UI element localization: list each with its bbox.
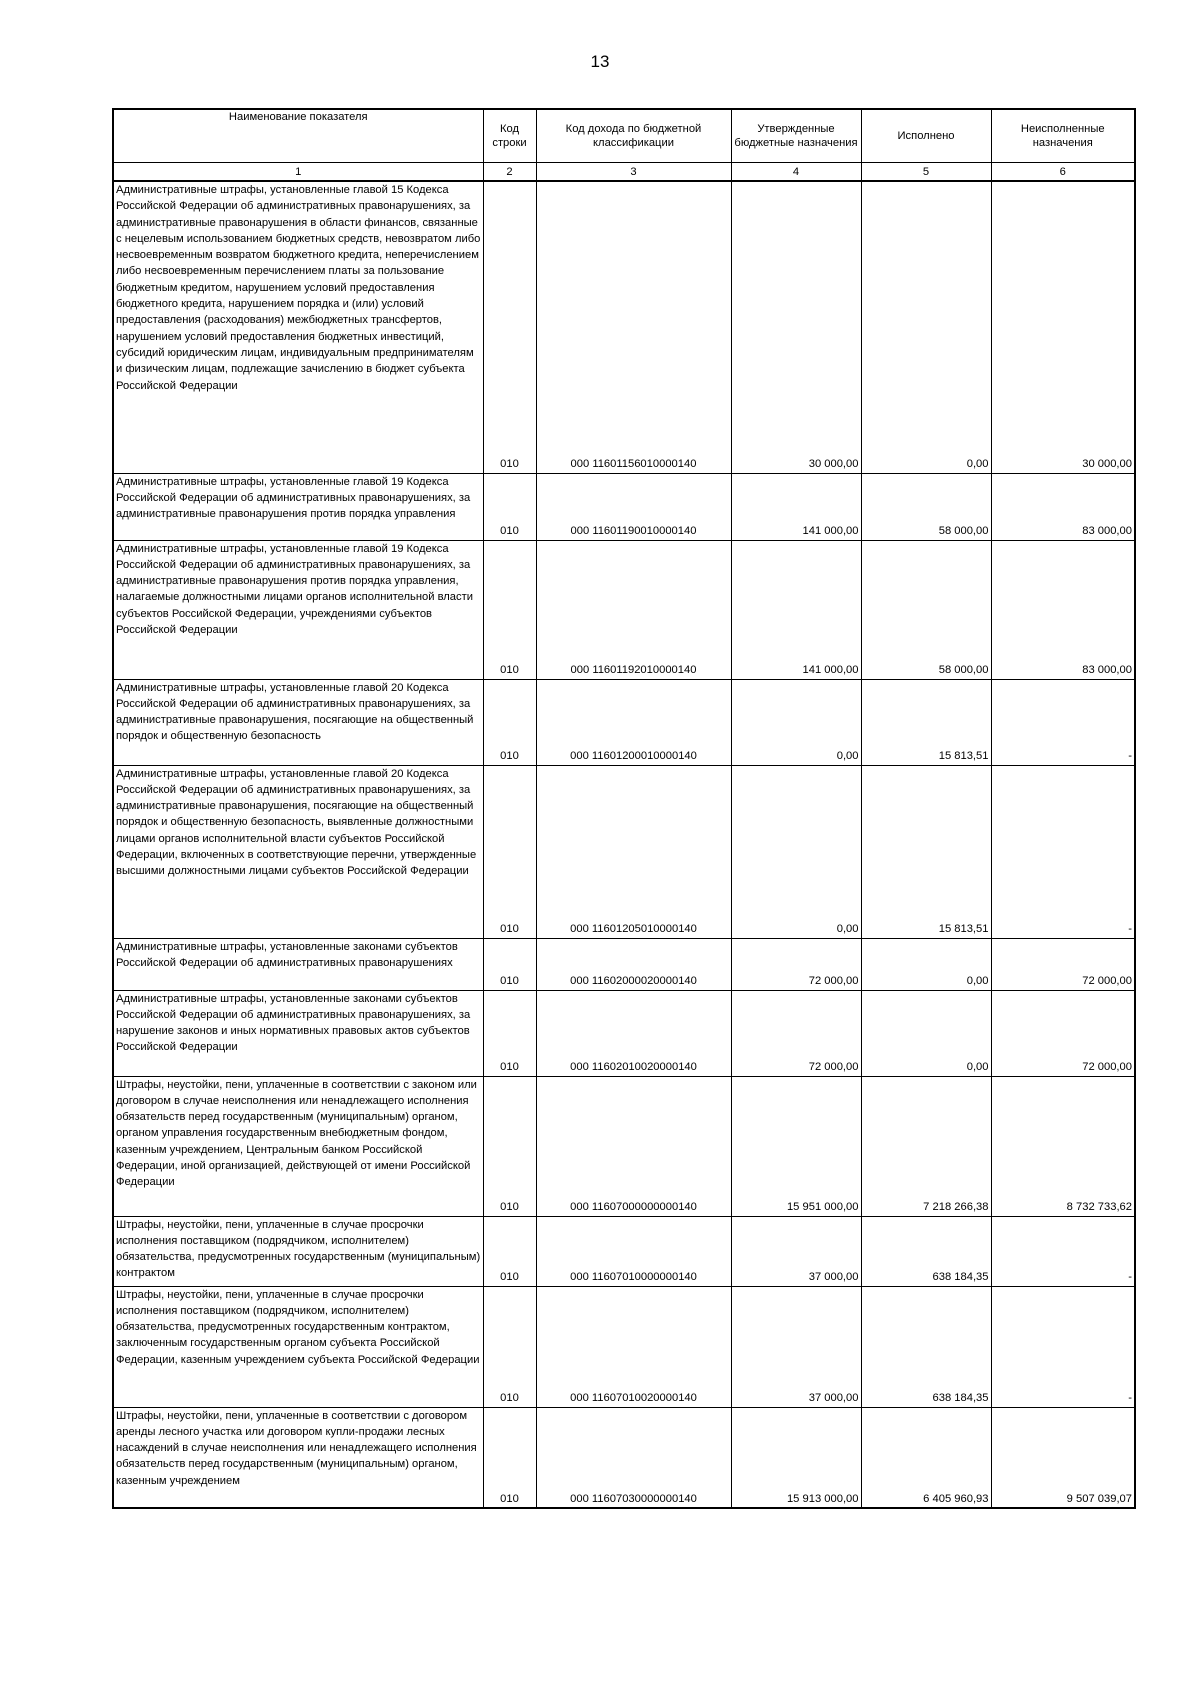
row-line-code: 010 — [483, 679, 536, 765]
row-income-code: 000 11607030000000140 — [536, 1407, 731, 1508]
row-unexecuted: 8 732 733,62 — [991, 1076, 1135, 1216]
column-number: 6 — [991, 163, 1135, 182]
row-line-code: 010 — [483, 765, 536, 938]
row-line-code: 010 — [483, 1216, 536, 1286]
column-number: 3 — [536, 163, 731, 182]
row-executed: 58 000,00 — [861, 473, 991, 540]
row-name: Административные штрафы, установленные главой 19 Кодекса Российской Федерации об административных правонарушениях, за административные правонарушения против порядка управления, налагаемые должностными лицами органов исполнительной власти субъектов Российской Федерации, учреждениями субъектов Российской Федерации — [113, 540, 483, 679]
row-name: Штрафы, неустойки, пени, уплаченные в случае просрочки исполнения поставщиком (подрядчиком, исполнителем) обязательства, предусмотренных государственным (муниципальным) контрактом — [113, 1216, 483, 1286]
row-line-code: 010 — [483, 1076, 536, 1216]
table-row — [113, 1286, 1135, 1407]
row-line-code: 010 — [483, 473, 536, 540]
row-unexecuted: - — [991, 1286, 1135, 1407]
row-name: Административные штрафы, установленные главой 20 Кодекса Российской Федерации об административных правонарушениях, за административные правонарушения, посягающие на общественный порядок и общественную безопасность — [113, 679, 483, 765]
row-line-code: 010 — [483, 540, 536, 679]
row-executed: 15 813,51 — [861, 765, 991, 938]
row-name: Штрафы, неустойки, пени, уплаченные в случае просрочки исполнения поставщиком (подрядчиком, исполнителем) обязательства, предусмотренных государственным контрактом, заключенным государственным органом субъекта Российской Федерации, казенным учреждением субъекта Российской Федерации — [113, 1286, 483, 1407]
table-row — [113, 938, 1135, 990]
row-approved: 37 000,00 — [731, 1216, 861, 1286]
row-executed: 7 218 266,38 — [861, 1076, 991, 1216]
row-approved: 141 000,00 — [731, 540, 861, 679]
row-unexecuted: 83 000,00 — [991, 473, 1135, 540]
column-number-row — [113, 163, 1135, 182]
page-number: 13 — [590, 52, 610, 71]
row-approved: 72 000,00 — [731, 938, 861, 990]
row-unexecuted: - — [991, 765, 1135, 938]
column-number: 2 — [483, 163, 536, 182]
row-unexecuted: - — [991, 1216, 1135, 1286]
row-unexecuted: 72 000,00 — [991, 938, 1135, 990]
header-name: Наименование показателя — [113, 109, 483, 163]
row-income-code: 000 11601192010000140 — [536, 540, 731, 679]
row-unexecuted: 72 000,00 — [991, 990, 1135, 1076]
row-name: Административные штрафы, установленные главой 19 Кодекса Российской Федерации об административных правонарушениях, за административные правонарушения против порядка управления — [113, 473, 483, 540]
row-executed: 0,00 — [861, 181, 991, 473]
row-income-code: 000 11602010020000140 — [536, 990, 731, 1076]
row-line-code: 010 — [483, 938, 536, 990]
header-executed: Исполнено — [861, 109, 991, 163]
table-row — [113, 765, 1135, 938]
row-approved: 0,00 — [731, 679, 861, 765]
row-approved: 15 913 000,00 — [731, 1407, 861, 1508]
row-name: Административные штрафы, установленные главой 15 Кодекса Российской Федерации об административных правонарушениях, за административные правонарушения в области финансов, связанные с нецелевым использованием бюджетных средств, невозвратом либо несвоевременным возвратом бюджетного кредита, неперечислением либо несвоевременным перечислением платы за пользование бюджетным кредитом, нарушением условий предоставления бюджетного кредита, нарушением порядка и (или) условий предоставления (расходования) межбюджетных трансфертов, нарушением условий предоставления бюджетных инвестиций, субсидий юридическим лицам, индивидуальным предпринимателям и физическим лицам, подлежащие зачислению в бюджет субъекта Российской Федерации — [113, 181, 483, 473]
row-executed: 6 405 960,93 — [861, 1407, 991, 1508]
row-line-code: 010 — [483, 1407, 536, 1508]
row-income-code: 000 11607010020000140 — [536, 1286, 731, 1407]
table-row — [113, 679, 1135, 765]
header-income-code: Код дохода по бюджетной классификации — [536, 109, 731, 163]
row-income-code: 000 11607010000000140 — [536, 1216, 731, 1286]
row-name: Административные штрафы, установленные главой 20 Кодекса Российской Федерации об административных правонарушениях, за административные правонарушения, посягающие на общественный порядок и общественную безопасность, выявленные должностными лицами органов исполнительной власти субъектов Российской Федерации, включенных в соответствующие перечни, утвержденные высшими должностными лицами субъектов Российской Федерации — [113, 765, 483, 938]
row-income-code: 000 11601200010000140 — [536, 679, 731, 765]
table-header-row — [113, 109, 1135, 163]
row-income-code: 000 11601205010000140 — [536, 765, 731, 938]
row-approved: 141 000,00 — [731, 473, 861, 540]
table-row — [113, 1076, 1135, 1216]
row-income-code: 000 11607000000000140 — [536, 1076, 731, 1216]
row-income-code: 000 11601190010000140 — [536, 473, 731, 540]
table-row — [113, 473, 1135, 540]
row-approved: 15 951 000,00 — [731, 1076, 861, 1216]
row-line-code: 010 — [483, 990, 536, 1076]
table-row — [113, 1216, 1135, 1286]
header-approved: Утвержденные бюджетные назначения — [731, 109, 861, 163]
row-executed: 15 813,51 — [861, 679, 991, 765]
row-approved: 72 000,00 — [731, 990, 861, 1076]
row-executed: 638 184,35 — [861, 1216, 991, 1286]
row-executed: 0,00 — [861, 938, 991, 990]
row-income-code: 000 11602000020000140 — [536, 938, 731, 990]
table-row — [113, 1407, 1135, 1508]
column-number: 1 — [113, 163, 483, 182]
column-number: 5 — [861, 163, 991, 182]
row-name: Административные штрафы, установленные законами субъектов Российской Федерации об административных правонарушениях — [113, 938, 483, 990]
budget-income-table — [112, 108, 1136, 1509]
row-name: Штрафы, неустойки, пени, уплаченные в соответствии с договором аренды лесного участка или договором купли-продажи лесных насаждений в случае неисполнения или ненадлежащего исполнения обязательств перед государственным (муниципальным) органом, казенным учреждением — [113, 1407, 483, 1508]
row-income-code: 000 11601156010000140 — [536, 181, 731, 473]
header-line-code: Код строки — [483, 109, 536, 163]
row-name: Административные штрафы, установленные законами субъектов Российской Федерации об административных правонарушениях, за нарушение законов и иных нормативных правовых актов субъектов Российской Федерации — [113, 990, 483, 1076]
row-unexecuted: 30 000,00 — [991, 181, 1135, 473]
row-executed: 58 000,00 — [861, 540, 991, 679]
row-unexecuted: 9 507 039,07 — [991, 1407, 1135, 1508]
header-unexecuted: Неисполненные назначения — [991, 109, 1135, 163]
row-approved: 30 000,00 — [731, 181, 861, 473]
row-approved: 37 000,00 — [731, 1286, 861, 1407]
row-approved: 0,00 — [731, 765, 861, 938]
row-line-code: 010 — [483, 1286, 536, 1407]
row-executed: 0,00 — [861, 990, 991, 1076]
row-line-code: 010 — [483, 181, 536, 473]
table-row — [113, 181, 1135, 473]
row-executed: 638 184,35 — [861, 1286, 991, 1407]
row-unexecuted: - — [991, 679, 1135, 765]
row-unexecuted: 83 000,00 — [991, 540, 1135, 679]
row-name: Штрафы, неустойки, пени, уплаченные в соответствии с законом или договором в случае неисполнения или ненадлежащего исполнения обязательств перед государственным (муниципальным) органом, органом управления государственным внебюджетным фондом, казенным учреждением, Центральным банком Российской Федерации, иной организацией, действующей от имени Российской Федерации — [113, 1076, 483, 1216]
column-number: 4 — [731, 163, 861, 182]
table-row — [113, 990, 1135, 1076]
table-row — [113, 540, 1135, 679]
